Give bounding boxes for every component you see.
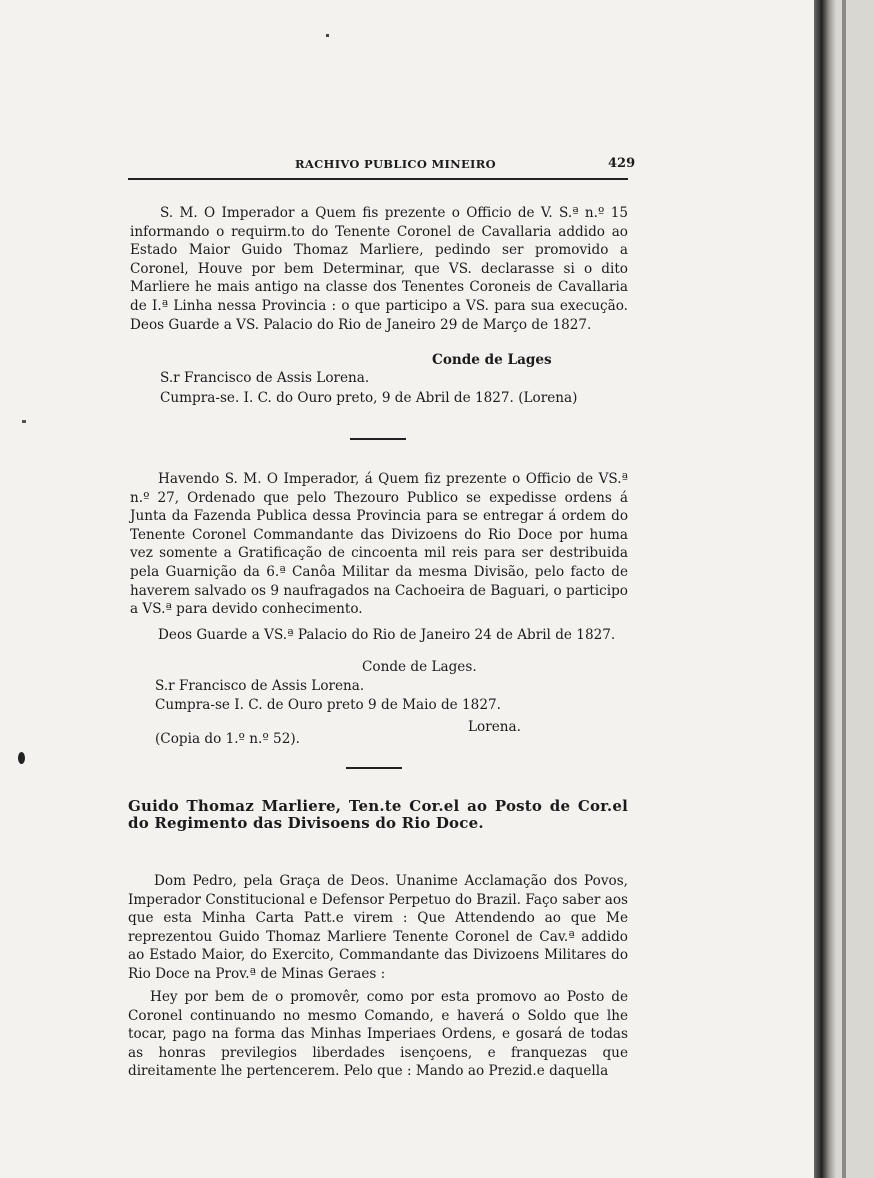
letter2-compliance-signature: Lorena. <box>468 719 521 735</box>
section-divider <box>346 767 402 769</box>
letter2-copy-note: (Copia do 1.º n.º 52). <box>155 731 300 747</box>
letter1-compliance: Cumpra-se. I. C. do Ouro preto, 9 de Abril de 1827. (Lorena) <box>160 390 578 406</box>
page-binding-edge <box>842 0 846 1178</box>
letter2-addressee: S.r Francisco de Assis Lorena. <box>155 678 365 694</box>
letter1-body: S. M. O Imperador a Quem fis prezente o Officio de V. S.ª n.º 15 informando o requirm.to do Tenente Coronel de Cavallaria addido ao Estado Maior Guido Thomaz Marliere, pedindo ser promovido a Coronel, Houve por bem Determinar, que VS. declarasse si o dito Marliere he mais antigo na classe dos Tenentes Coroneis de Cavallaria de I.ª Linha nessa Provincia : o que participo a VS. para sua execução. Deos Guarde a VS. Palacio do Rio de Janeiro 29 de Março de 1827. <box>130 205 628 333</box>
letter2-closing: Deos Guarde a VS.ª Palacio do Rio de Janeiro 24 de Abril de 1827. <box>158 627 616 643</box>
letter2-body: Havendo S. M. O Imperador, á Quem fiz prezente o Officio de VS.ª n.º 27, Ordenado que pelo Thezouro Publico se expedisse ordens á Junta da Fazenda Publica dessa Provincia para se entregar á ordem do Tenente Coronel Commandante das Divizoens do Rio Doce por huma vez somente a Gratificação de cincoenta mil reis para ser destribuida pela Guarnição da 6.ª Canôa Militar da mesma Divisão, pelo facto de haverem salvado os 9 naufragados na Cachoeira de Baguari, o participo a VS.ª para devido conhecimento. <box>130 471 628 618</box>
scan-speck <box>326 34 329 37</box>
section-heading: Guido Thomaz Marliere, Ten.te Cor.el ao Posto de Cor.el do Regimento das Divisoens do Rio Doce. <box>128 797 628 832</box>
section-paragraph-2: Hey por bem de o promovêr, como por esta promovo ao Posto de Coronel continuando no mesmo Comando, e haverá o Soldo que lhe tocar, pago na forma das Minhas Imperiaes Ordens, e gosará de todas as honras previlegios liberdades isençoens, e franquezas que direitamente lhe pertencerem. Pelo que : Mando ao Prezid.e daquella <box>128 989 628 1080</box>
scan-speck <box>18 752 25 764</box>
running-title: RACHIVO PUBLICO MINEIRO <box>295 157 496 171</box>
letter1-addressee: S.r Francisco de Assis Lorena. <box>160 370 370 386</box>
letter2-compliance: Cumpra-se I. C. de Ouro preto 9 de Maio de 1827. <box>155 697 501 713</box>
header-rule <box>128 178 628 180</box>
letter2-signature: Conde de Lages. <box>362 659 477 675</box>
letter1-signature: Conde de Lages <box>432 352 552 368</box>
page-binding-shadow <box>814 0 836 1178</box>
section-divider <box>350 438 406 440</box>
page-number: 429 <box>608 156 636 171</box>
scan-speck <box>22 420 26 423</box>
section-paragraph-1: Dom Pedro, pela Graça de Deos. Unanime Acclamação dos Povos, Imperador Constitucional e Defensor Perpetuo do Brazil. Faço saber aos que esta Minha Carta Patt.e virem : Que Attendendo ao que Me reprezentou Guido Thomaz Marliere Tenente Coronel de Cav.ª addido ao Estado Maior, do Exercito, Commandante das Divizoens Militares do Rio Doce na Prov.ª de Minas Geraes : <box>128 873 628 982</box>
